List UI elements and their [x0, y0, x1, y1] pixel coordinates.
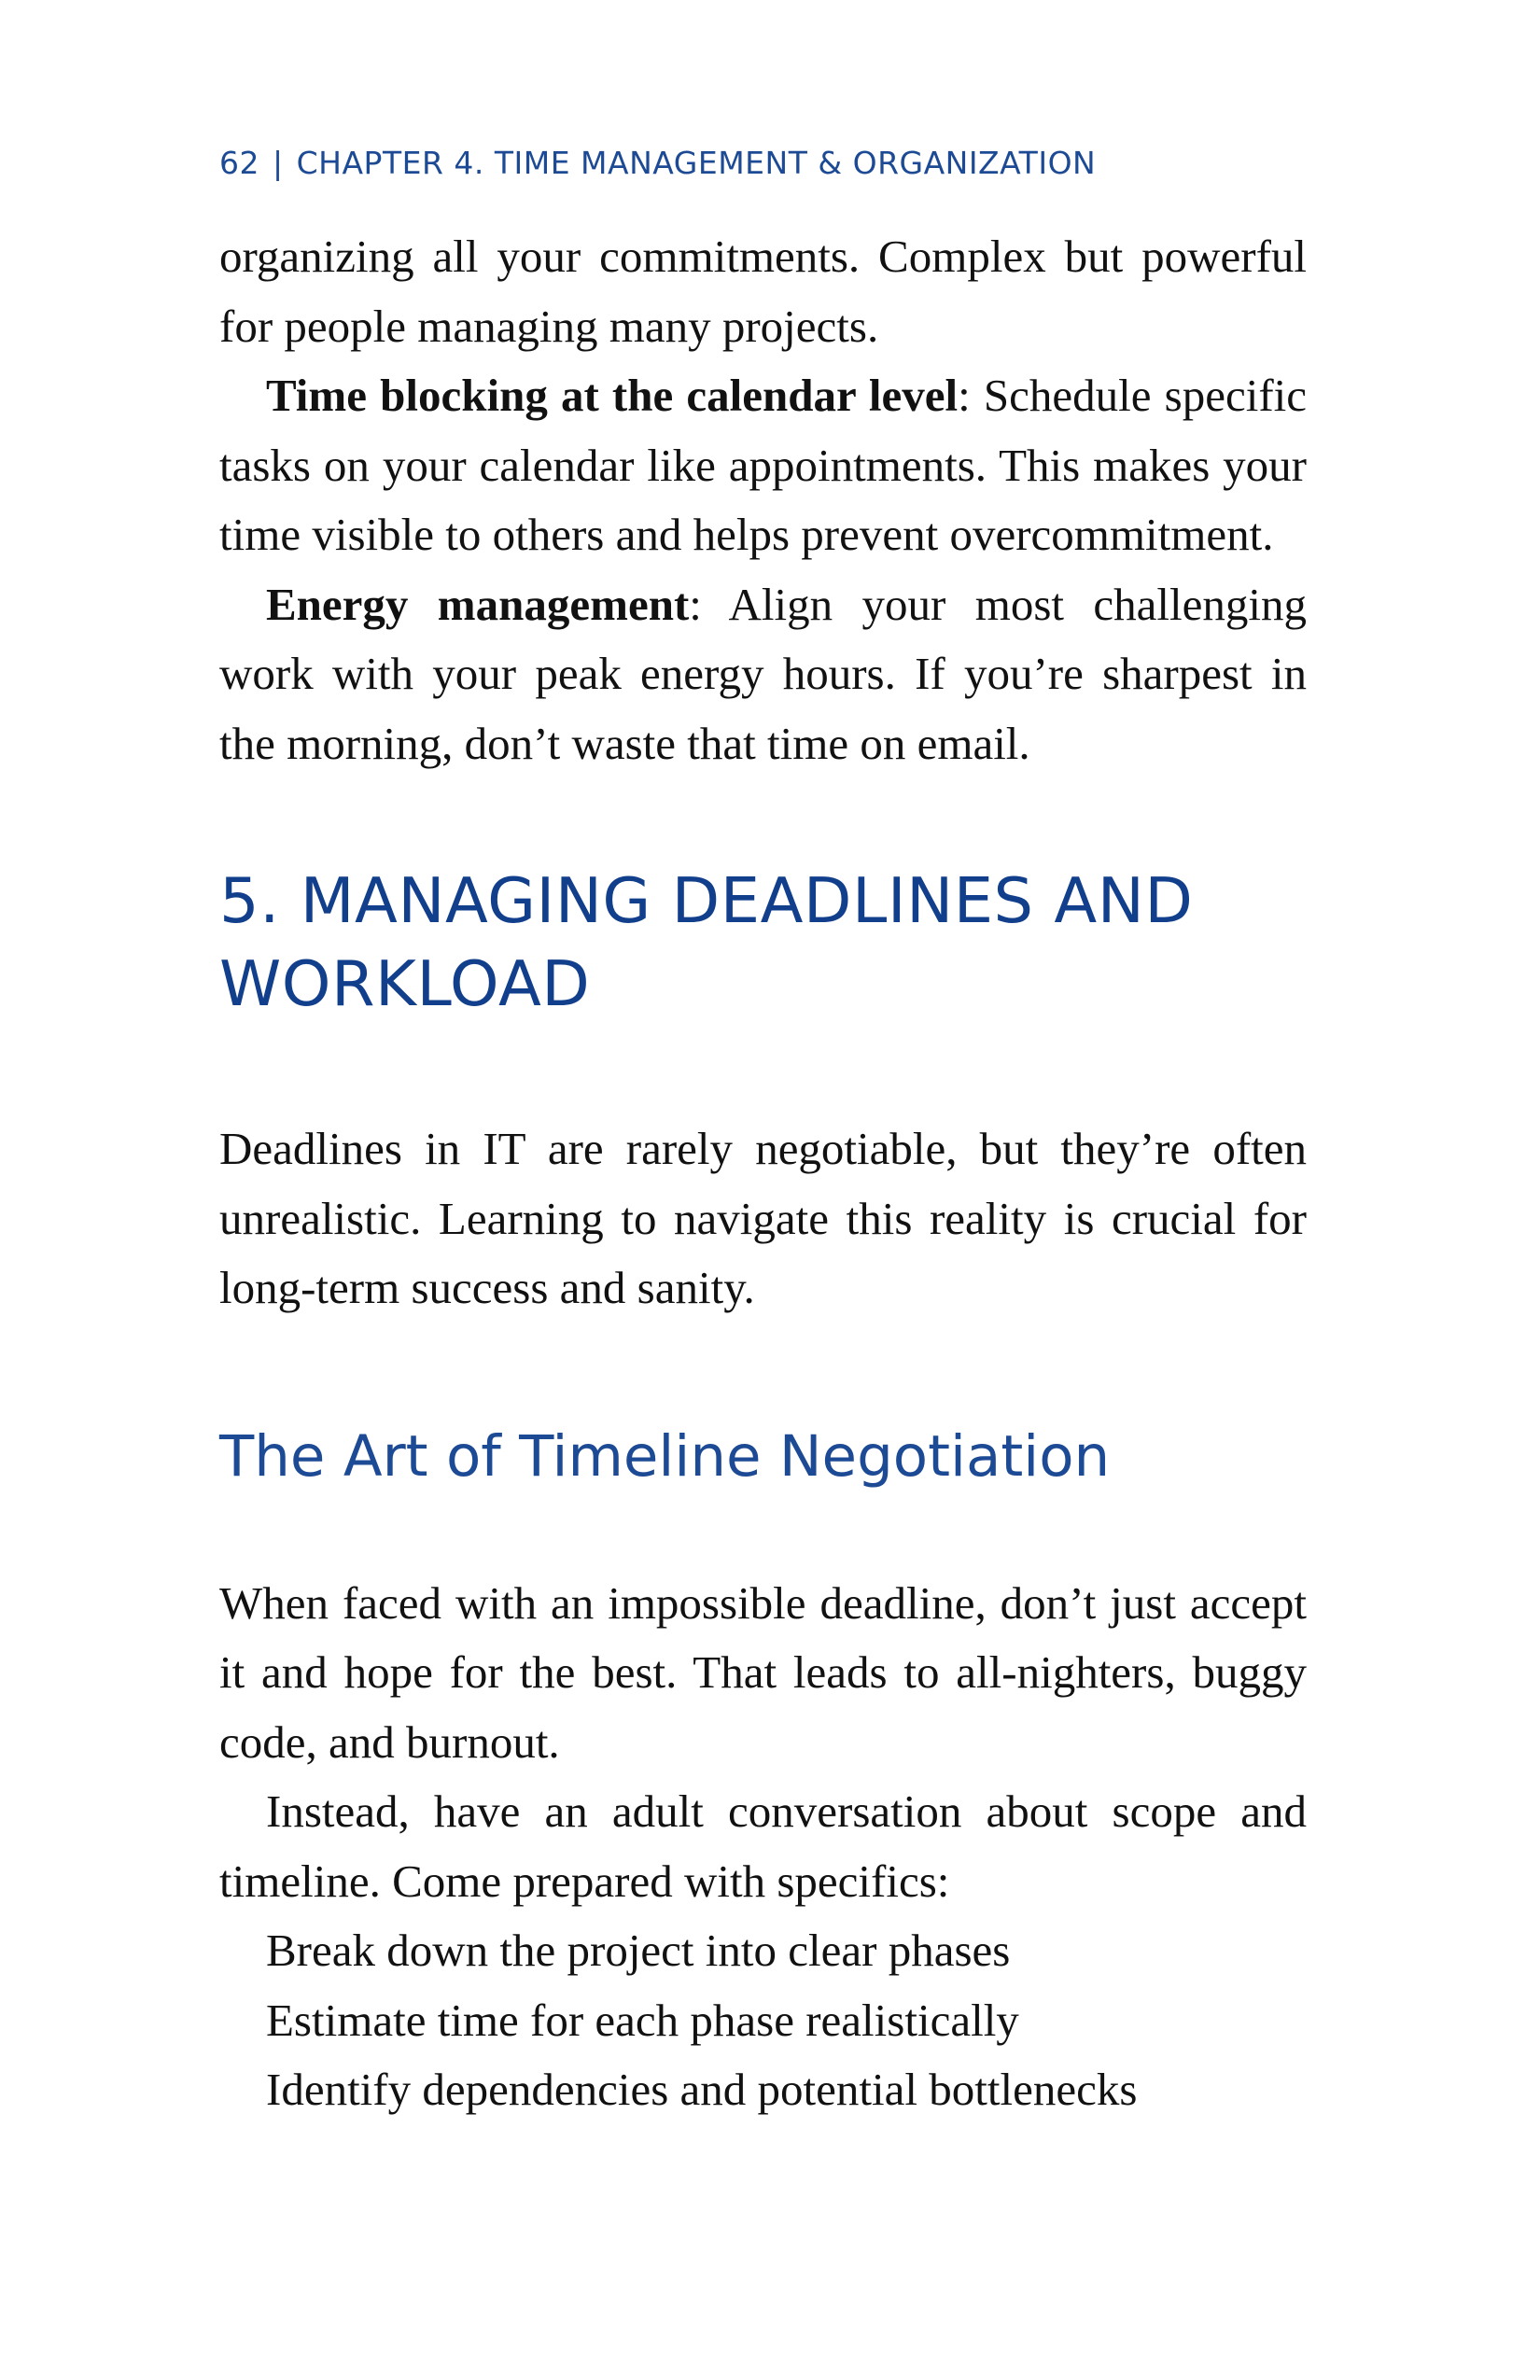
header-separator: | [273, 145, 284, 181]
time-blocking-paragraph [219, 361, 1307, 570]
list-item: Estimate time for each phase realistically [266, 1994, 1019, 2046]
running-header [219, 145, 1321, 181]
chapter-title: CHAPTER 4. TIME MANAGEMENT & ORGANIZATION [296, 145, 1097, 181]
energy-management-paragraph [219, 570, 1307, 779]
section-heading: The Art of Timeline Negotiation [219, 1422, 1111, 1490]
energy-management-text: : Align your most challenging work with your peak energy hours. If you’re sharpest in the morning, don’t waste that time on email. [219, 578, 1307, 769]
time-blocking-term: Time blocking at the calendar level [266, 370, 959, 421]
list-item: Identify dependencies and potential bottlenecks [266, 2064, 1138, 2115]
chapter-intro-paragraph: Deadlines in IT are rarely negotiable, but they’re often unrealistic. Learning to navigate this reality is crucial for long-term success and sanity. [219, 1123, 1307, 1313]
specifics-list [219, 1916, 1307, 2125]
energy-management-term: Energy management [266, 578, 690, 630]
chapter-heading: 5. MANAGING DEADLINES AND WORKLOAD [219, 864, 1194, 1020]
page-content [219, 222, 1307, 2125]
time-blocking-text: : Schedule specific tasks on your calendar like appointments. This makes your time visible to others and helps prevent overcommitment. [219, 370, 1308, 560]
list-item: Break down the project into clear phases [266, 1925, 1011, 1976]
intro-paragraph: organizing all your commitments. Complex but powerful for people managing many projects. [219, 231, 1307, 352]
section-paragraph-2: Instead, have an adult conversation about scope and timeline. Come prepared with specifics: [219, 1785, 1307, 1907]
section-paragraph-1: When faced with an impossible deadline, don’t just accept it and hope for the best. That leads to all-nighters, buggy code, and burnout. [219, 1576, 1307, 1768]
page-number: 62 [219, 145, 259, 181]
